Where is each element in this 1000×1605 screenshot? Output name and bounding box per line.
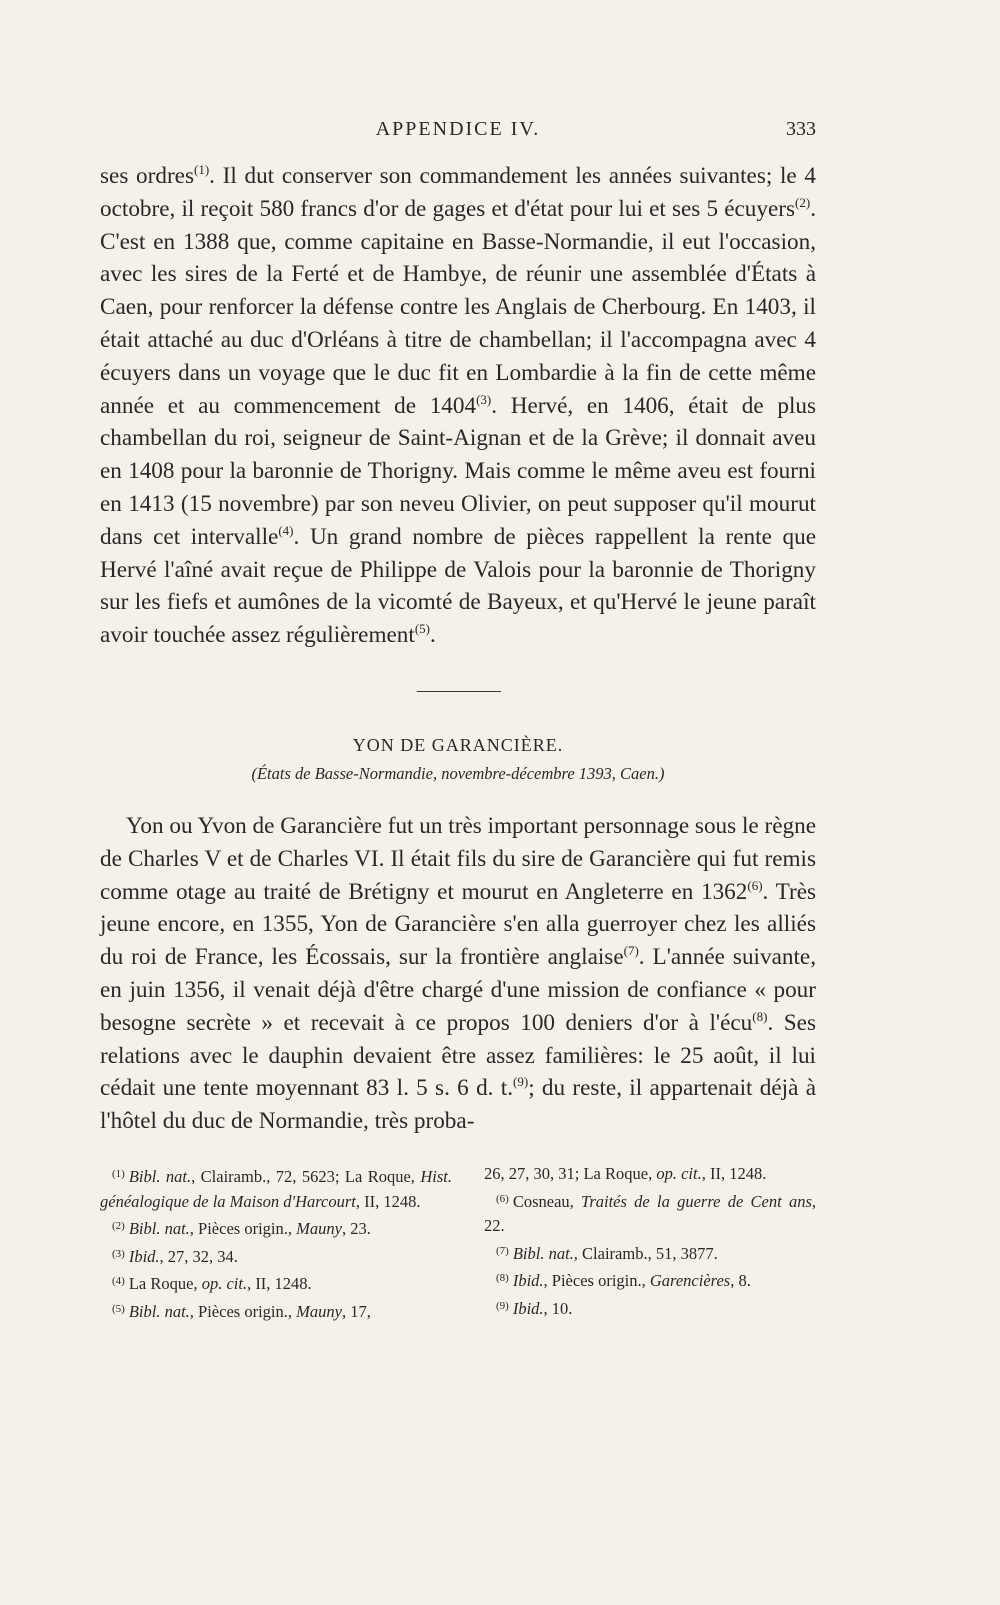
bio-text-3: . L'année suivante, en juin 1356, il venait déjà d'être chargé d'une mission de confiance « pour besogne secrète » et recevait à ce propos 100 deniers d'or à l'écu — [100, 944, 816, 1036]
footnote-marker: (8) — [496, 1272, 509, 1285]
footnote-ref-9: (9) — [513, 1074, 529, 1090]
page-number: 333 — [786, 118, 816, 140]
footnote-5-continued: 26, 27, 30, 31; La Roque, op. cit., II, 1248. — [484, 1164, 767, 1183]
section-subheading: (États de Basse-Normandie, novembre-décembre 1393, Caen.) — [251, 764, 665, 783]
footnote-5: $^{(5)}$ Bibl. nat., Pièces origin., Mauny, 17, — [112, 1301, 371, 1321]
intro-text-3: . C'est en 1388 que, comme capitaine en Basse-Normandie, il eut l'occasion, avec les sires de la Ferté et de Hambye, de réunir une assemblée d'États à Caen, pour renforcer la défense contre les Anglais de Cherbourg. En 1403, il était attaché au duc d'Orléans à titre de chambellan; il l'accompagna avec 4 écuyers dans un voyage que le duc fit en Lombardie à la fin de cette même année et au commencement de 1404 — [100, 195, 816, 419]
footnote-ref-6: (6) — [747, 877, 763, 893]
footnote-2: $^{(2)}$ Bibl. nat., Pièces origin., Mauny, 23. — [112, 1219, 371, 1239]
bio-text-5: ; du reste, il appartenait déjà à l'hôtel du duc de Normandie, très proba- — [100, 1075, 816, 1135]
footnote-6: $^{(6)}$ Cosneau, Traités de la guerre de Cent ans, 22. — [484, 1191, 817, 1236]
footnote-marker: (9) — [496, 1299, 509, 1312]
intro-text-6: . — [429, 622, 436, 649]
footnote-marker: (5) — [112, 1302, 125, 1315]
running-head: APPENDICE IV. — [375, 118, 541, 140]
footnote-8: $^{(8)}$ Ibid., Pièces origin., Garencières, 8. — [496, 1271, 751, 1291]
footnote-9: $^{(9)}$ Ibid., 10. — [496, 1298, 573, 1318]
footnote-3: $^{(3)}$ Ibid., 27, 32, 34. — [112, 1246, 238, 1266]
footnote-ref-1: (1) — [193, 162, 210, 177]
footnote-ref-7: (7) — [623, 943, 639, 959]
footnote-marker: (2) — [112, 1220, 125, 1233]
intro-text-5: . Un grand nombre de pièces rappellent la rente que Hervé l'aîné avait reçue de Philippe de Valois pour la baronnie de Thorigny sur les fiefs et aumônes de la vicomté de Bayeux, et qu'Hervé le jeune paraît avoir touchée assez régulièrement — [100, 523, 816, 649]
biography-paragraph — [100, 810, 816, 1138]
bio-text-1: Yon ou Yvon de Garancière fut un très important personnage sous le règne de Charles V et de Charles VI. Il était fils du sire de Garancière qui fut remis comme otage au traité de Brétigny et mourut en Angleterre en 1362 — [100, 813, 816, 905]
page-header — [100, 118, 816, 150]
footnotes-right-column — [484, 1162, 816, 1322]
intro-paragraph — [100, 160, 816, 652]
footnotes — [100, 1162, 816, 1342]
footnote-1: $^{(1)}$ Bibl. nat., Clairamb., 72, 5623; La Roque, Hist. généalogique de la Maison d'Harcourt, II, 1248. — [100, 1167, 452, 1211]
footnote-marker: (4) — [112, 1275, 125, 1288]
footnote-ref-4: (4) — [278, 522, 294, 538]
footnote-marker: (1) — [112, 1168, 125, 1180]
footnote-4: $^{(4)}$ La Roque, op. cit., II, 1248. — [112, 1274, 312, 1294]
footnote-ref-3: (3) — [476, 391, 492, 407]
footnote-7: $^{(7)}$ Bibl. nat., Clairamb., 51, 3877. — [496, 1243, 718, 1263]
intro-text-1: ses ordres — [100, 163, 194, 189]
section-divider — [417, 691, 501, 692]
bio-text-4: . Ses relations avec le dauphin devaient être assez familières: le 25 août, il lui cédait une tente moyennant 83 l. 5 s. 6 d. t. — [100, 1009, 816, 1102]
footnote-marker: (6) — [496, 1192, 509, 1205]
footnote-ref-8: (8) — [752, 1008, 768, 1024]
bio-text-2: . Très jeune encore, en 1355, Yon de Garancière s'en alla guerroyer chez les alliés du roi de France, les Écossais, sur la frontière anglaise — [100, 878, 817, 971]
intro-text-4: . Hervé, en 1406, était de plus chambellan du roi, seigneur de Saint-Aignan et de la Grève; il donnait aveu en 1408 pour la baronnie de Thorigny. Mais comme le même aveu est fourni en 1413 (15 novembre) par son neveu Olivier, on peut supposer qu'il mourut dans cet intervalle — [100, 392, 816, 550]
footnote-ref-2: (2) — [795, 194, 811, 210]
footnote-marker: (7) — [496, 1244, 509, 1257]
intro-text-2: . Il dut conserver son commandement les années suivantes; le 4 octobre, il reçoit 580 francs d'or de gages et d'état pour lui et ses 5 écuyers — [100, 163, 816, 222]
footnotes-left-column — [100, 1162, 452, 1325]
section-heading: YON DE GARANCIÈRE. — [352, 735, 564, 755]
footnote-marker: (3) — [112, 1247, 125, 1260]
footnote-ref-5: (5) — [414, 621, 430, 637]
